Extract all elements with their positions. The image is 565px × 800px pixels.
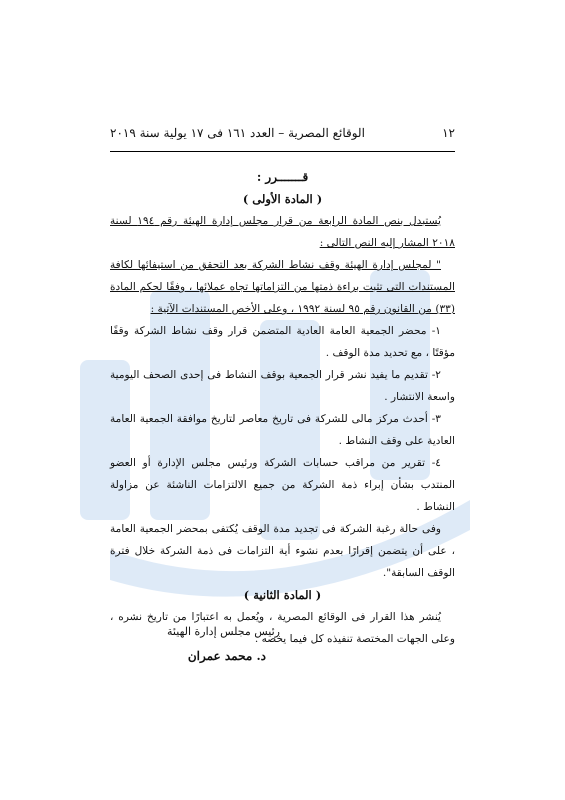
article-one-item-1: ١- محضر الجمعية العامة العادية المتضمن قرار وقف نشاط الشركة وقفًا مؤقتًا ، مع تحديد مدة الوقف . — [110, 325, 455, 359]
article-one-item-4: ٤- تقرير من مراقب حسابات الشركة ورئيس مجلس الإدارة أو العضو المنتدب بشأن إبراء ذمة الشركة من جميع الالتزامات الناشئة عن مزاولة النشاط . — [110, 457, 455, 513]
article-one-renewal: وفى حالة رغبة الشركة فى تجديد مدة الوقف يُكتفى بمحضر الجمعية العامة ، على أن يتضمن إقرارًا بعدم نشوء أية التزامات فى ذمة الشركة خلال فترة الوقف السابقة". — [110, 523, 455, 579]
page-number: ١٢ — [442, 126, 455, 140]
article-one-heading: ( المادة الأولى ) — [242, 192, 323, 206]
article-two-heading: ( المادة الثانية ) — [243, 588, 322, 602]
article-one-intro: يُستبدل بنص المادة الرابعة من قرار مجلس إدارة الهيئة رقم ١٩٤ لسنة ٢٠١٨ المشار إليه النص التالى : — [110, 215, 455, 249]
header-divider — [110, 151, 455, 152]
article-one-item-3: ٣- أحدث مركز مالى للشركة فى تاريخ معاصر لتاريخ موافقة الجمعية العامة العادية على وقف النشاط . — [110, 413, 455, 447]
decision-heading: قـــــــرر : — [256, 170, 309, 184]
signature-title: رئيس مجلس إدارة الهيئة — [167, 625, 280, 638]
article-two-text: يُنشر هذا القرار فى الوقائع المصرية ، ويُعمل به اعتبارًا من تاريخ نشره ، وعلى الجهات المختصة تنفيذه كل فيما يخصه . — [110, 611, 455, 645]
gazette-title: الوقائع المصرية – العدد ١٦١ فى ١٧ يولية سنة ٢٠١٩ — [110, 126, 365, 140]
page-header — [110, 126, 455, 140]
signature-name: د. محمد عمران — [187, 649, 266, 663]
decision-body — [110, 166, 455, 650]
signature-block — [130, 620, 280, 668]
article-one-text: " لمجلس إدارة الهيئة وقف نشاط الشركة بعد التحقق من استيفائها لكافة المستندات التى تثبت براءة ذمتها من التزاماتها تجاه عملائها ، وفقًا لحكم المادة (٣٣) من القانون رقم ٩٥ لسنة ١٩٩٢ ، وعلى الأخص المستندات الآتية : — [110, 259, 455, 315]
article-one-item-2: ٢- تقديم ما يفيد نشر قرار الجمعية بوقف النشاط فى إحدى الصحف اليومية واسعة الانتشار . — [110, 369, 455, 403]
